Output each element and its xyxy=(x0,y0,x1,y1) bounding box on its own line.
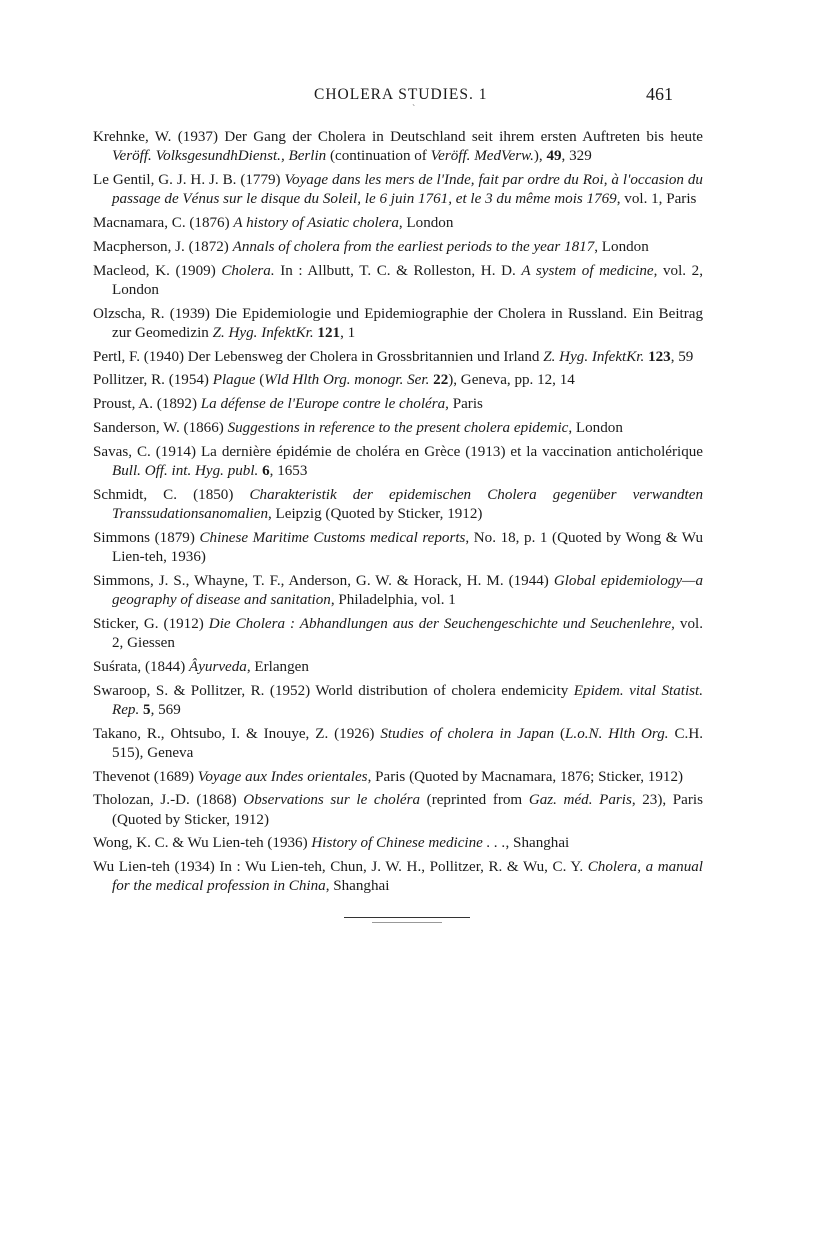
reference-text: ( xyxy=(554,725,566,742)
reference-text: , London xyxy=(568,419,623,436)
reference-entry xyxy=(93,262,703,300)
italic-text: Z. Hyg. InfektKr. xyxy=(212,324,314,341)
italic-text: Gaz. méd. Paris xyxy=(528,792,632,809)
reference-text: , Paris xyxy=(445,396,483,413)
italic-text: Bull. Off. int. Hyg. publ. xyxy=(112,462,259,479)
reference-entry xyxy=(93,572,703,610)
italic-text: Annals of cholera from the earliest periods to the year 1817 xyxy=(232,238,595,255)
reference-text: ), Geneva, pp. 12, 14 xyxy=(448,372,575,389)
page-number: 461 xyxy=(646,84,673,104)
reference-entry xyxy=(93,615,703,653)
italic-text: Plague xyxy=(212,372,256,389)
reference-list xyxy=(93,128,703,901)
reference-entry xyxy=(93,238,703,257)
reference-entry xyxy=(93,791,703,829)
reference-entry xyxy=(93,486,703,524)
reference-text: , vol. 1, Paris xyxy=(616,191,697,208)
italic-text: Chinese Maritime Customs medical reports xyxy=(199,529,466,546)
reference-text: Takano, R., Ohtsubo, I. & Inouye, Z. (1926) xyxy=(93,725,381,742)
reference-text: ), xyxy=(533,148,547,165)
reference-text: , 1 xyxy=(340,324,356,341)
italic-text: History of Chinese medicine . . . xyxy=(311,835,506,852)
italic-text: A system of medicine xyxy=(521,262,654,279)
reference-entry xyxy=(93,725,703,763)
reference-text: , 1653 xyxy=(269,462,308,479)
italic-text: Cholera, a manual for the medical profession in China xyxy=(112,859,703,895)
reference-text: , London xyxy=(594,238,649,255)
reference-text: Schmidt, C. (1850) xyxy=(93,486,250,503)
italic-text: La défense de l'Europe contre le choléra xyxy=(200,396,446,413)
reference-text: Macpherson, J. (1872) xyxy=(93,238,233,255)
italic-text: Veröff. MedVerw. xyxy=(430,148,534,165)
bold-volume: 121 xyxy=(317,324,341,341)
italic-text: Voyage aux Indes orientales xyxy=(197,768,368,785)
reference-text: Thevenot (1689) xyxy=(93,768,198,785)
reference-text: (continuation of xyxy=(326,148,431,165)
reference-entry xyxy=(93,214,703,233)
reference-entry xyxy=(93,834,703,853)
reference-text: (reprinted from xyxy=(420,792,529,809)
italic-text: A history of Asiatic cholera xyxy=(233,215,399,231)
reference-entry xyxy=(93,395,703,414)
italic-text: Cholera. xyxy=(221,262,275,279)
bold-volume: 5 xyxy=(143,701,151,718)
reference-text: Savas, C. (1914) La dernière épidémie de choléra en Grèce (1913) et la vaccination anticholérique xyxy=(93,443,703,460)
italic-text: Charakteristik der epidemischen Cholera gegenüber verwandten Transsudationsanomalien xyxy=(112,486,703,522)
reference-text: Sanderson, W. (1866) xyxy=(93,419,228,436)
reference-text: ( xyxy=(255,372,265,389)
italic-text: Veröff. VolksgesundhDienst., Berlin xyxy=(112,148,327,165)
reference-text: Olzscha, R. (1939) Die Epidemiologie und Epidemiographie der Cholera in Russland. Ein Beitrag zur Geomedizin xyxy=(93,305,703,341)
reference-entry xyxy=(93,858,703,896)
reference-entry xyxy=(93,171,703,209)
reference-text: Proust, A. (1892) xyxy=(93,396,201,413)
reference-text: , vol. 2, London xyxy=(112,262,704,298)
italic-text: Die Cholera : Abhandlungen aus der Seuchengeschichte und Seuchenlehre xyxy=(208,615,672,632)
reference-text: Suśrata, (1844) xyxy=(93,658,189,675)
reference-entry xyxy=(93,128,703,166)
tick-mark: ` xyxy=(412,104,416,115)
reference-text: In : Allbutt, T. C. & Rolleston, H. D. xyxy=(274,262,522,279)
reference-text: Pollitzer, R. (1954) xyxy=(93,372,213,389)
reference-text: , Paris (Quoted by Macnamara, 1876; Sticker, 1912) xyxy=(367,768,684,785)
reference-text: , Shanghai xyxy=(325,878,390,895)
reference-text: Le Gentil, G. J. H. J. B. (1779) xyxy=(93,172,285,188)
reference-text: , London xyxy=(398,215,454,231)
end-rule xyxy=(344,917,470,918)
reference-text: , Erlangen xyxy=(246,658,309,675)
reference-entry xyxy=(93,305,703,343)
italic-text: Wld Hlth Org. monogr. Ser. xyxy=(264,372,430,389)
bold-volume: 123 xyxy=(648,348,671,365)
reference-text: Sticker, G. (1912) xyxy=(93,615,209,632)
italic-text: Suggestions in reference to the present cholera epidemic xyxy=(227,419,569,436)
reference-text: Krehnke, W. (1937) Der Gang der Cholera in Deutschland seit ihrem ersten Auftreten bis heute xyxy=(93,129,703,145)
italic-text: Z. Hyg. InfektKr. xyxy=(543,348,645,365)
reference-text: , vol. 2, Giessen xyxy=(112,615,703,651)
end-rule-secondary xyxy=(372,922,442,923)
reference-entry xyxy=(93,371,703,390)
running-head xyxy=(0,84,816,110)
reference-entry xyxy=(93,529,703,567)
italic-text: L.o.N. Hlth Org. xyxy=(565,725,669,742)
reference-text: , 329 xyxy=(561,148,592,165)
reference-text: , Shanghai xyxy=(505,835,570,852)
bold-volume: 49 xyxy=(546,148,562,165)
reference-text: Wu Lien-teh (1934) In : Wu Lien-teh, Chun, J. W. H., Pollitzer, R. & Wu, C. Y. xyxy=(93,859,588,876)
reference-text: Swaroop, S. & Pollitzer, R. (1952) World distribution of cholera endemicity xyxy=(93,682,574,699)
italic-text: Âyurveda xyxy=(189,658,247,675)
reference-text: Tholozan, J.-D. (1868) xyxy=(93,792,244,809)
reference-text: , 23), Paris (Quoted by Sticker, 1912) xyxy=(112,792,703,828)
running-title: CHOLERA STUDIES. 1 xyxy=(314,86,488,103)
reference-text: Wong, K. C. & Wu Lien-teh (1936) xyxy=(93,835,312,852)
reference-entry xyxy=(93,682,703,720)
reference-text: , 59 xyxy=(670,348,694,365)
reference-text: , Philadelphia, vol. 1 xyxy=(330,591,456,608)
italic-text: Voyage dans les mers de l'Inde, fait par ordre du Roi, à l'occasion du passage de Vénus sur le disque du Soleil, le 6 juin 1761, et le 3 du même mois 1769 xyxy=(112,172,703,208)
reference-entry xyxy=(93,348,703,367)
reference-text: , 569 xyxy=(150,701,181,718)
bold-volume: 22 xyxy=(433,372,449,389)
bold-volume: 6 xyxy=(262,462,270,479)
reference-text: C.H. 515), Geneva xyxy=(112,725,703,761)
reference-entry xyxy=(93,419,703,438)
reference-text: Macleod, K. (1909) xyxy=(93,262,222,279)
reference-text: , Leipzig (Quoted by Sticker, 1912) xyxy=(268,505,483,522)
reference-entry xyxy=(93,443,703,481)
reference-text: Macnamara, C. (1876) xyxy=(93,215,234,231)
reference-text: Simmons (1879) xyxy=(93,529,200,546)
reference-entry xyxy=(93,658,703,677)
italic-text: Observations sur le choléra xyxy=(243,792,421,809)
reference-entry xyxy=(93,768,703,787)
reference-text: , No. 18, p. 1 (Quoted by Wong & Wu Lien-teh, 1936) xyxy=(112,529,704,565)
italic-text: Epidem. vital Statist. Rep. xyxy=(112,682,703,718)
italic-text: Studies of cholera in Japan xyxy=(380,725,555,742)
italic-text: Global epidemiology—a geography of disease and sanitation xyxy=(112,572,703,608)
reference-text: Pertl, F. (1940) Der Lebensweg der Cholera in Grossbritannien und Irland xyxy=(93,348,544,365)
reference-text: Simmons, J. S., Whayne, T. F., Anderson, G. W. & Horack, H. M. (1944) xyxy=(93,572,554,589)
